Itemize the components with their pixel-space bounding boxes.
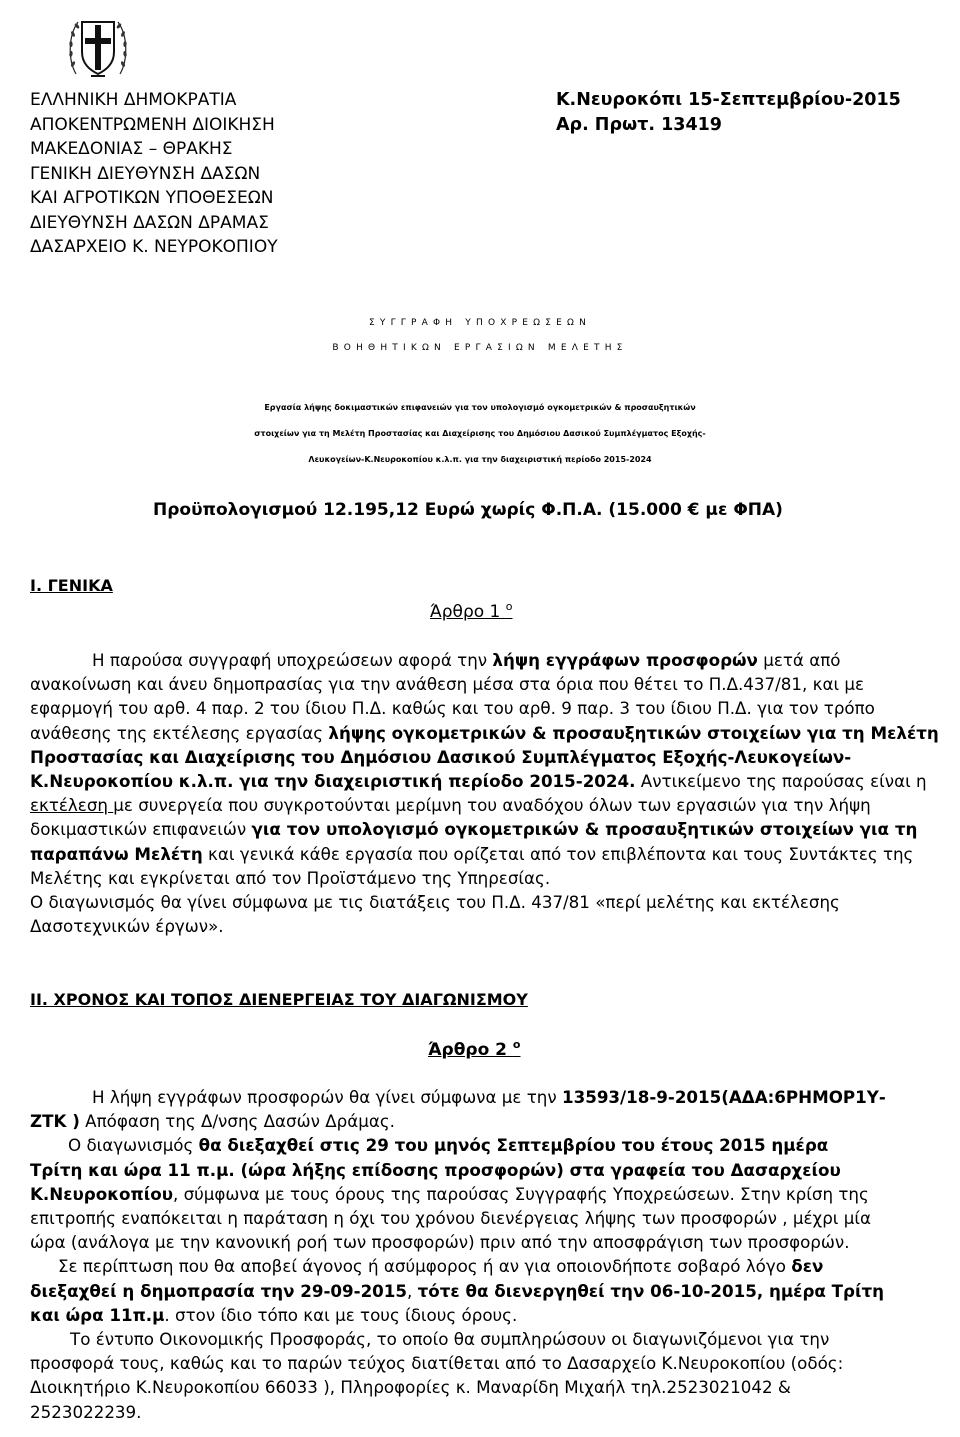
document-title-line2: ΒΟΗΘΗΤΙΚΩΝ ΕΡΓΑΣΙΩΝ ΜΕΛΕΤΗΣ (332, 343, 628, 353)
subject-line: στοιχείων για τη Μελέτη Προστασίας και Διαχείρισης του Δημόσιου Δασικού Συμπλέγματος Εξοχής- (254, 429, 706, 438)
header-line: ΜΑΚΕΔΟΝΙΑΣ – ΘΡΑΚΗΣ (30, 139, 233, 159)
section-heading-general: Ι. ΓΕΝΙΚΑ (30, 576, 113, 595)
document-title-line1: ΣΥΓΓΡΑΦΗ ΥΠΟΧΡΕΩΣΕΩΝ (369, 318, 591, 328)
article-1-body: Η παρούσα συγγραφή υποχρεώσεων αφορά την λήψη εγγράφων προσφορών μετά από ανακοίνωση και άνευ δημοπρασίας για την ανάθεση μέσα στα όρια που θέτει το Π.Δ.437/81, και με εφαρμογή του αρθ. 4 παρ. 2 του ίδιου Π.Δ. καθώς και του αρθ. 9 παρ. 3 του ίδιου Π.Δ. για τον τρόπο ανάθεσης της εκτέλεσης εργασίας λήψης ογκομετρικών & προσαυξητικών στοιχείων για τη Μελέτη Προστασίας και Διαχείρισης του Δημόσιου Δασικού Συμπλέγματος Εξοχής-Λευκογείων- Κ.Νευροκοπίου κ.λ.π. για την διαχειριστική περίοδο 2015-2024. Αντικείμενο της παρούσας είναι η εκτέλεση με συνεργεία που συγκροτούνται μερίμνη του αναδόχου όλων των εργασιών για την λήψη δοκιμαστικών επιφανειών για τον υπολογισμό ογκομετρικών & προσαυξητικών στοιχείων για τη παραπάνω Μελέτη και γενικά κάθε εργασία που ορίζεται από τον επιβλέποντα και τους Συντάκτες της Μελέτης και εγκρίνεται από τον Προϊστάμενο της Υπηρεσίας. Ο διαγωνισμός θα γίνει σύμφωνα με τις διατάξεις του Π.Δ. 437/81 «περί μελέτης και εκτέλεσης Δασοτεχνικών έργων». (30, 650, 939, 937)
place-date: Κ.Νευροκόπι 15-Σεπτεμβρίου-2015 (556, 90, 901, 110)
article-heading: Άρθρο 2 $^o$ (428, 1038, 521, 1060)
header-line: ΑΠΟΚΕΝΤΡΩΜΕΝΗ ΔΙΟΙΚΗΣΗ (30, 114, 275, 135)
article-heading: Άρθρο 1 $^o$ (430, 600, 513, 622)
section-heading-time-place: ΙΙ. ΧΡΟΝΟΣ ΚΑΙ ΤΟΠΟΣ ΔΙΕΝΕΡΓΕΙΑΣ ΤΟΥ ΔΙΑΓΩΝΙΣΜΟΥ (30, 990, 528, 1009)
protocol-number: Αρ. Πρωτ. 13419 (556, 114, 722, 135)
subject-line: Εργασία λήψης δοκιμαστικών επιφανειών για τον υπολογισμό ογκομετρικών & προσαυξητικών (264, 403, 696, 412)
header-line: ΓΕΝΙΚΗ ΔΙΕΥΘΥΝΣΗ ΔΑΣΩΝ (30, 163, 261, 184)
header-line: ΔΑΣΑΡΧΕΙΟ Κ. ΝΕΥΡΟΚΟΠΙΟΥ (30, 237, 278, 257)
header-line: ΔΙΕΥΘΥΝΣΗ ΔΑΣΩΝ ΔΡΑΜΑΣ (30, 212, 269, 233)
article-2-body: Η λήψη εγγράφων προσφορών θα γίνει σύμφωνα με την 13593/18-9-2015(ΑΔΑ:6ΡΗΜΟΡ1Υ- ΖΤΚ ) Απόφαση της Δ/νσης Δασών Δράμας. Ο διαγωνισμός θα διεξαχθεί στις 29 του μηνός Σεπτεμβρίου του έτους 2015 ημέρα Τρίτη και ώρα 11 π.μ. (ώρα λήξης επίδοσης προσφορών) στα γραφεία του Δασαρχείου Κ.Νευροκοπίου, σύμφωνα με τους όρους της παρούσας Συγγραφής Υποχρεώσεων. Στην κρίση της επιτροπής εναπόκειται η παράταση η όχι του χρόνου διενέργειας λήψης των προσφορών , μέχρι μία ώρα (ανάλογα με την κανονική ροή των προσφορών) πριν από την αποσφράγιση των προσφορών. Σε περίπτωση που θα αποβεί άγονος ή ασύμφορος ή αν για οποιονδήποτε σοβαρό λόγο δεν διεξαχθεί η δημοπρασία την 29-09-2015, τότε θα διενεργηθεί την 06-10-2015, ημέρα Τρίτη και ώρα 11π.μ. στον ίδιο τόπο και με τους ίδιους όρους. Το έντυπο Οικονομικής Προσφοράς, το οποίο θα συμπληρώσουν οι διαγωνιζόμενοι για την προσφορά τους, καθώς και το παρών τεύχος διατίθεται από το Δασαρχείο Κ.Νευροκοπίου (οδός: Διοικητήριο Κ.Νευροκοπίου 66033 ), Πληροφορίες κ. Μαναρίδη Μιχαήλ τηλ.2523021042 & 2523022239. (30, 1087, 886, 1422)
coat-of-arms-emblem (66, 12, 130, 80)
subject-line: Λευκογείων-Κ.Νευροκοπίου κ.λ.π. για την διαχειριστική περίοδο 2015-2024 (308, 455, 652, 464)
issuing-authority-block (30, 88, 278, 260)
header-line: ΚΑΙ ΑΓΡΟΤΙΚΩΝ ΥΠΟΘΕΣΕΩΝ (30, 188, 274, 208)
date-protocol-block (556, 88, 901, 137)
header-line: ΕΛΛΗΝΙΚΗ ΔΗΜΟΚΡΑΤΙΑ (30, 90, 237, 110)
budget-line: Προϋπολογισμού 12.195,12 Ευρώ χωρίς Φ.Π.Α. (15.000 € με ΦΠΑ) (153, 500, 783, 520)
